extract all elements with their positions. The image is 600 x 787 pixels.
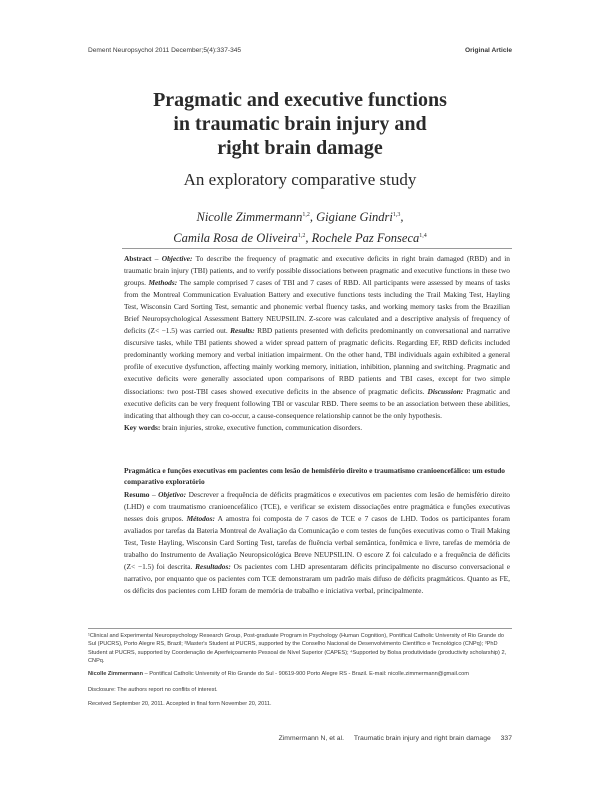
- affiliations-footnote: ¹Clinical and Experimental Neuropsychology Research Group, Post-graduate Program in Psychology (Human Cognition), Pontifical Catholic University of Rio Grande do Sul (PUCRS), Porto Alegre RS, Brazil; ²Master's Student at PUCRS, supported by the Conselho Nacional de Desenvolvimento Científico e Tecnológico (CNPq); ³PhD Student at PUCRS, supported by Coordenação de Aperfeiçoamento Pessoal de Nível Superior (CAPES); ⁴Supported by Bolsa produtividade (productivity scholarship) 2, CNPq.: [88, 633, 507, 665]
- author-name: Rochele Paz Fonseca: [311, 231, 420, 246]
- footer-authors: Zimmermann N, et al.: [278, 735, 344, 742]
- author-name: Gigiane Gindri: [316, 210, 393, 225]
- correspondence-name: Nicolle Zimmermann: [88, 671, 144, 677]
- author-name: Nicolle Zimmermann: [196, 210, 303, 225]
- resumo: Resumo – Objetivo: Descrever a frequência de déficits pragmáticos e executivos em pacientes com lesão de hemisfério direito (LHD) e com traumatismo cranioencefálico (TCE), e verificar se existem dissociações entre pragmática e funções executivas nesses dois grupos. Métodos: A amostra foi composta de 7 casos de TCE e 7 casos de LHD. Todos os participantes foram avaliados por tarefas da Bateria Montreal de Avaliação da Comunicação e com testes de funções executivas como o Trail Making Test, Teste Hayling, Wisconsin Card Sorting Test, tarefas de fluência verbal semântica, fonêmica e livre, tarefas de memória de trabalho do Instrumento de Avaliação Neuropsicológica Breve NEUPSILIN. O escore Z foi calculado e a frequência de déficits (Z< −1.5) foi descrita. Resultados: Os pacientes com LHD apresentaram déficits principalmente no discurso conversacional e narrativo, por enquanto que os pacientes com TCE demonstraram um padrão mais difuso de déficits pragmáticos. Quanto as FE, os déficits dos pacientes com LHD foram de memória de trabalho e iniciativa verbal, principalmente.: [124, 490, 511, 596]
- abstract-top-rule: [122, 248, 512, 249]
- methods-label: Methods:: [148, 278, 178, 288]
- abstract: Abstract – Objective: To describe the frequency of pragmatic and executive deficits in right brain damaged (RBD) and in traumatic brain injury (TBI) patients, and to verify possible dissociations between pragmatic and executive functions in these two groups. Methods: The sample comprised 7 cases of TBI and 7 cases of RBD. All participants were assessed by means of tasks from the Montreal Communication Evaluation Battery and executive functions tests including the Trail Making Test, Hayling Test, Wisconsin Card Sorting Test, semantic and phonemic verbal fluency tasks, and working memory tasks from the Brazilian Brief Neuropsychological Assessment Battery NEUPSILIN. Z-score was calculated and a descriptive analysis of frequency of deficits (Z< −1.5) was carried out. Results: RBD patients presented with deficits predominantly on conversational and narrative discursive tasks, while TBI patients showed a wider spread pattern of pragmatic deficits. Regarding EF, RBD deficits included predominantly working memory and verbal initiation impairment. On the other hand, TBI individuals again exhibited a general profile of executive dysfunction, affecting mainly working memory, initiation, inhibition, planning and switching. Pragmatic and executive deficits were generally associated upon comparisons of RBD patients and TBI cases, except for two simple dissociations: two post-TBI cases showed executive deficits in the absence of pragmatic deficits. Discussion: Pragmatic and executive deficits can be very frequent following TBI or vascular RBD. There seems to be an association between these abilities, indicating that although they can co-occur, a cause-consequence relationship cannot be the only hypothesis. Key words: brain injuries, stroke, executive function, communication disorders.: [124, 254, 511, 432]
- discussion-label: Discussion:: [427, 386, 464, 396]
- author-line: Camila Rosa de Oliveira$^{1,2}$, Rochele Paz Fonseca$^{1,4}$: [173, 231, 427, 246]
- keywords-label: Key words:: [124, 422, 161, 432]
- footer-short-title: Traumatic brain injury and right brain damage: [353, 735, 491, 742]
- page-number: 337: [500, 735, 512, 742]
- objective-label: Objective:: [161, 254, 193, 263]
- author-line: Nicolle Zimmermann$^{1,2}$, Gigiane Gindri$^{1,3}$,: [196, 210, 404, 225]
- article-subtitle: An exploratory comparative study: [183, 170, 417, 189]
- resumo-label: Resumo: [124, 490, 150, 499]
- journal-citation: Dement Neuropsychol 2011 December;5(4):337-345: [88, 47, 242, 54]
- abstract-label: Abstract: [124, 254, 152, 263]
- results-label: Results:: [230, 326, 255, 336]
- methods-text: The sample comprised 7 cases of TBI and 7 cases of RBD. All participants were assessed by means of tasks from the Montreal Communication Evaluation Battery and executive functions tests including the Trail Making Test, Hayling Test, Wisconsin Card Sorting Test, semantic and phonemic verbal fluency tasks, and working memory tasks from the Brazilian Brief Neuropsychological Assessment Battery NEUPSILIN. Z-score was calculated and a descriptive analysis of frequency of deficits (Z< −1.5) was carried out.: [124, 278, 510, 336]
- correspondence-text: – Pontifical Catholic University of Rio Grande do Sul - 90619-900 Porto Alegre RS - Brazil. E-mail: nicolle.zimmermann@gmail.com: [143, 671, 469, 677]
- page-footer: [271, 735, 512, 742]
- objective-text: To describe the frequency of pragmatic and executive deficits in right brain damaged (RBD) and in traumatic brain injury (TBI) patients, and to verify possible dissociations between pragmatic and executive functions in these two groups.: [124, 254, 511, 288]
- disclosure: Disclosure: The authors report no conflits of interest.: [88, 687, 218, 693]
- correspondence: [88, 670, 512, 678]
- keywords-text: brain injuries, stroke, executive function, communication disorders.: [162, 422, 363, 432]
- author-affiliation: 1,2: [297, 233, 306, 240]
- title-line: in traumatic brain injury and: [173, 113, 427, 135]
- title-line: right brain damage: [217, 137, 383, 159]
- resultados-label: Resultados:: [195, 562, 231, 572]
- author-affiliation: 1,3: [392, 212, 401, 218]
- results-text: RBD patients presented with deficits predominantly on conversational and narrative discursive tasks, while TBI patients showed a wider spread pattern of pragmatic deficits. Regarding EF, RBD deficits included predominantly working memory and verbal initiation impairment. On the other hand, TBI individuals again exhibited a general profile of executive dysfunction, affecting mainly working memory, initiation, inhibition, planning and switching. Pragmatic and executive deficits were generally associated upon comparisons of RBD patients and TBI cases, except for two simple dissociations: two post-TBI cases showed executive deficits in the absence of pragmatic deficits.: [124, 326, 510, 396]
- metodos-text: A amostra foi composta de 7 casos de TCE e 7 casos de LHD. Todos os participantes foram avaliados por tarefas da Bateria Montreal de Avaliação da Comunicação e com testes de funções executivas como o Trail Making Test, Teste Hayling, Wisconsin Card Sorting Test, tarefas de fluência verbal semântica, fonêmica e livre, tarefas de memória de trabalho do Instrumento de Avaliação Neuropsicológica Breve NEUPSILIN. O escore Z foi calculado e a frequência de déficits (Z< −1.5) foi descrita.: [124, 514, 510, 572]
- metodos-label: Métodos:: [186, 514, 215, 524]
- author-affiliation: 1,4: [419, 233, 427, 240]
- objetivo-text: Descrever a frequência de déficits pragmáticos e executivos em pacientes com lesão de hemisfério direito (LHD) e com traumatismo cranioencefálico (TCE), e verificar se existem dissociações entre pragmática e funções executivas nesses dois grupos.: [124, 490, 511, 524]
- discussion-text: Pragmatic and executive deficits can be very frequent following TBI or vascular RBD. There seems to be an association between these abilities, indicating that although they can co-occur, a cause-consequence relationship cannot be the only hypothesis.: [124, 386, 510, 420]
- title-line: Pragmatic and executive functions: [153, 89, 447, 111]
- resultados-text: Os pacientes com LHD apresentaram déficits principalmente no discurso conversacional e narrativo, por enquanto que os pacientes com TCE demonstraram um padrão mais difuso de déficits pragmáticos. Quanto as FE, os déficits dos pacientes com LHD foram de memória de trabalho e iniciativa verbal, principalmente.: [124, 562, 510, 596]
- author-list: [0, 206, 600, 248]
- article-title: [0, 88, 600, 160]
- resumo-title: Pragmática e funções executivas em pacientes com lesão de hemisfério direito e traumatismo cranioencefálico: um estudo comparativo exploratório: [124, 466, 506, 486]
- section-label: Original Article: [464, 47, 512, 54]
- author-affiliation: 1,2: [302, 212, 310, 218]
- footnote-rule: [88, 628, 512, 629]
- received-dates: Received September 20, 2011. Accepted in final form November 20, 2011.: [88, 701, 272, 707]
- objetivo-label: Objetivo:: [158, 490, 187, 499]
- author-name: Camila Rosa de Oliveira: [173, 231, 298, 246]
